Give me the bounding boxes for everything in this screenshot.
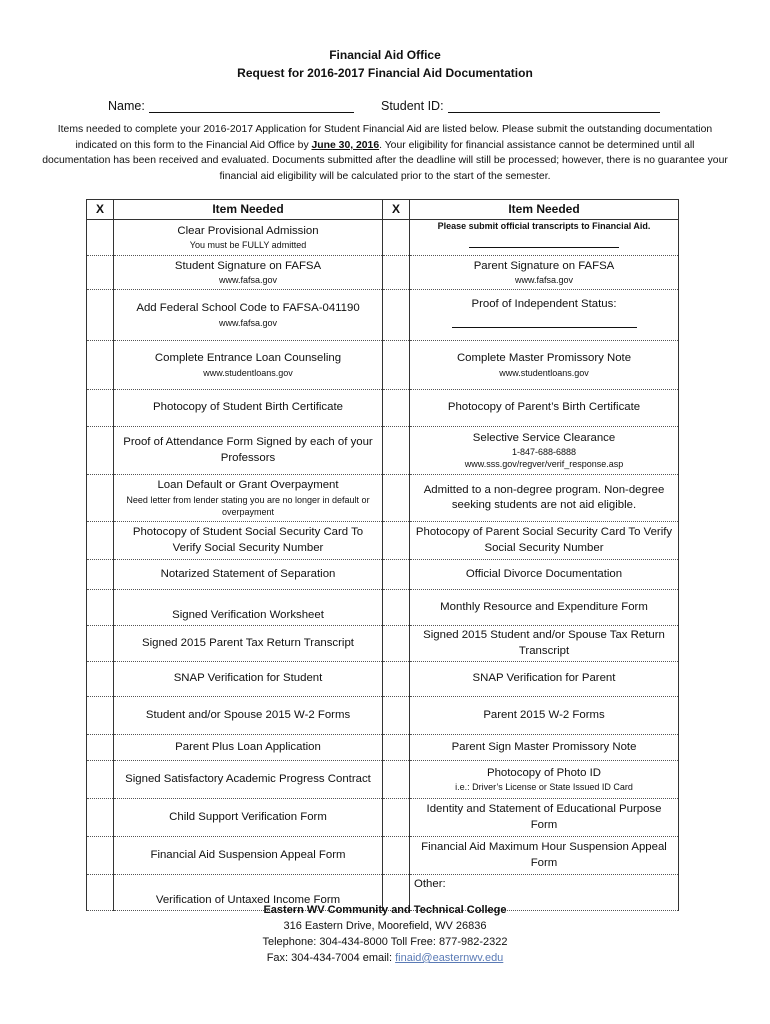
item-cell: Parent Signature on FAFSA www.fafsa.gov — [410, 256, 679, 290]
checkbox-cell[interactable] — [383, 662, 410, 697]
item-cell: Verification of Untaxed Income Form — [114, 875, 383, 911]
checkbox-cell[interactable] — [383, 220, 410, 256]
checkbox-cell[interactable] — [383, 290, 410, 341]
item-cell: Child Support Verification Form — [114, 799, 383, 837]
x-header-right: X — [383, 200, 410, 220]
checkbox-cell[interactable] — [383, 560, 410, 590]
item-cell: Photocopy of Parent Social Security Card To Verify Social Security Number — [410, 522, 679, 560]
checkbox-cell[interactable] — [87, 590, 114, 626]
table-row — [87, 427, 679, 475]
table-row — [87, 560, 679, 590]
item-cell: Signed 2015 Parent Tax Return Transcript — [114, 626, 383, 662]
checkbox-cell[interactable] — [87, 390, 114, 427]
checkbox-cell[interactable] — [87, 427, 114, 475]
item-cell: SNAP Verification for Parent — [410, 662, 679, 697]
item-header-right: Item Needed — [410, 200, 679, 220]
checkbox-cell[interactable] — [383, 799, 410, 837]
table-row — [87, 590, 679, 626]
checkbox-cell[interactable] — [87, 662, 114, 697]
table-row — [87, 626, 679, 662]
intro-deadline: June 30, 2016 — [311, 139, 380, 151]
table-row — [87, 256, 679, 290]
item-cell: Complete Master Promissory Note www.studentloans.gov — [410, 341, 679, 390]
item-cell: Financial Aid Suspension Appeal Form — [114, 837, 383, 875]
item-cell: Official Divorce Documentation — [410, 560, 679, 590]
table-row — [87, 290, 679, 341]
item-cell: Clear Provisional Admission You must be FULLY admitted — [114, 220, 383, 256]
checkbox-cell[interactable] — [383, 341, 410, 390]
student-id-row — [381, 99, 660, 113]
checkbox-cell[interactable] — [383, 735, 410, 761]
table-row — [87, 475, 679, 522]
table-row — [87, 697, 679, 735]
checkbox-cell[interactable] — [87, 220, 114, 256]
name-row — [108, 99, 354, 113]
item-cell: Student Signature on FAFSA www.fafsa.gov — [114, 256, 383, 290]
item-header-left: Item Needed — [114, 200, 383, 220]
checkbox-cell[interactable] — [383, 761, 410, 799]
checkbox-cell[interactable] — [383, 522, 410, 560]
item-cell: SNAP Verification for Student — [114, 662, 383, 697]
checkbox-cell[interactable] — [383, 475, 410, 522]
request-title: Request for 2016-2017 Financial Aid Documentation — [237, 66, 533, 80]
independent-status-blank-line[interactable] — [452, 319, 637, 328]
email-link[interactable]: finaid@easternwv.edu — [395, 952, 504, 964]
checkbox-cell[interactable] — [87, 735, 114, 761]
checkbox-cell[interactable] — [87, 626, 114, 662]
table-row — [87, 761, 679, 799]
student-id-field[interactable] — [448, 100, 660, 113]
checkbox-cell[interactable] — [383, 697, 410, 735]
checkbox-cell[interactable] — [87, 761, 114, 799]
item-cell: Identity and Statement of Educational Purpose Form — [410, 799, 679, 837]
table-row — [87, 735, 679, 761]
item-cell: Signed Satisfactory Academic Progress Contract — [114, 761, 383, 799]
other-cell[interactable]: Other: — [410, 875, 679, 911]
items-table — [86, 199, 679, 911]
college-name: Eastern WV Community and Technical College — [263, 904, 507, 916]
item-cell: Photocopy of Student Birth Certificate — [114, 390, 383, 427]
item-cell: Admitted to a non-degree program. Non-degree seeking students are not aid eligible. — [410, 475, 679, 522]
item-cell: Loan Default or Grant Overpayment Need letter from lender stating you are no longer in default or overpayment — [114, 475, 383, 522]
table-row — [87, 390, 679, 427]
item-cell: Notarized Statement of Separation — [114, 560, 383, 590]
table-header-row — [87, 200, 679, 220]
office-title: Financial Aid Office — [329, 48, 441, 62]
x-header-left: X — [87, 200, 114, 220]
checkbox-cell[interactable] — [87, 837, 114, 875]
name-label: Name: — [108, 99, 145, 113]
item-cell: Signed 2015 Student and/or Spouse Tax Return Transcript — [410, 626, 679, 662]
checkbox-cell[interactable] — [87, 697, 114, 735]
checkbox-cell[interactable] — [87, 256, 114, 290]
fax-email-line — [0, 950, 770, 966]
intro-part1: Items needed to complete your 2016-2017 Application for Student Financial Aid are listed below. Please submit the outstanding documentation indicated on this form to the Financial Aid Office by — [57, 124, 713, 151]
item-cell: Parent Sign Master Promissory Note — [410, 735, 679, 761]
item-cell: Please submit official transcripts to Financial Aid. — [410, 220, 679, 256]
item-cell: Proof of Attendance Form Signed by each of your Professors — [114, 427, 383, 475]
table-row — [87, 341, 679, 390]
item-cell: Selective Service Clearance 1-847-688-6888 www.sss.gov/regver/verif_response.asp — [410, 427, 679, 475]
item-cell: Parent Plus Loan Application — [114, 735, 383, 761]
checkbox-cell[interactable] — [87, 475, 114, 522]
item-cell: Monthly Resource and Expenditure Form — [410, 590, 679, 626]
item-cell: Complete Entrance Loan Counseling www.studentloans.gov — [114, 341, 383, 390]
footer — [0, 902, 770, 966]
checkbox-cell[interactable] — [87, 290, 114, 341]
college-fax: Fax: 304-434-7004 email: — [266, 952, 396, 964]
table-row — [87, 837, 679, 875]
checkbox-cell[interactable] — [87, 341, 114, 390]
table-row — [87, 799, 679, 837]
item-cell: Photocopy of Student Social Security Card To Verify Social Security Number — [114, 522, 383, 560]
checkbox-cell[interactable] — [87, 799, 114, 837]
transcript-blank-line[interactable] — [469, 239, 619, 248]
item-cell: Add Federal School Code to FAFSA-041190 www.fafsa.gov — [114, 290, 383, 341]
table-row — [87, 522, 679, 560]
checkbox-cell[interactable] — [383, 590, 410, 626]
checkbox-cell[interactable] — [383, 390, 410, 427]
college-phone: Telephone: 304-434-8000 Toll Free: 877-982-2322 — [262, 936, 508, 948]
college-address: 316 Eastern Drive, Moorefield, WV 26836 — [283, 920, 487, 932]
name-field[interactable] — [149, 100, 354, 113]
item-cell: Parent 2015 W-2 Forms — [410, 697, 679, 735]
item-cell: Signed Verification Worksheet — [114, 590, 383, 626]
table-row — [87, 662, 679, 697]
table-row — [87, 220, 679, 256]
checkbox-cell[interactable] — [383, 256, 410, 290]
item-cell: Proof of Independent Status: — [410, 290, 679, 341]
checkbox-cell[interactable] — [87, 522, 114, 560]
checkbox-cell[interactable] — [383, 837, 410, 875]
item-cell: Financial Aid Maximum Hour Suspension Appeal Form — [410, 837, 679, 875]
item-cell: Photocopy of Photo ID i.e.: Driver’s License or State Issued ID Card — [410, 761, 679, 799]
checkbox-cell[interactable] — [87, 560, 114, 590]
intro-paragraph — [40, 122, 730, 184]
item-cell: Photocopy of Parent’s Birth Certificate — [410, 390, 679, 427]
intro-part2: . Your eligibility for financial assistance cannot be determined until all documentation has been received and evaluated. Documents submitted after the deadline will still be processed; however, there is no guarantee your financial aid eligibility will be calculated prior to the start of the semester. — [42, 139, 728, 182]
checkbox-cell[interactable] — [383, 427, 410, 475]
student-id-label: Student ID: — [381, 99, 444, 113]
checkbox-cell[interactable] — [383, 626, 410, 662]
item-cell: Student and/or Spouse 2015 W-2 Forms — [114, 697, 383, 735]
